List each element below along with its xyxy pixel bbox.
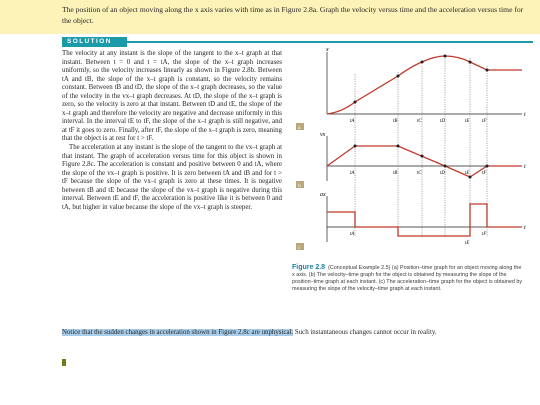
tick-tB-b: tB bbox=[393, 171, 398, 176]
x-axis-label: x bbox=[326, 47, 329, 53]
tick-tB-a: tB bbox=[393, 119, 398, 124]
closing-note bbox=[62, 329, 532, 338]
tick-tF-c: tF bbox=[482, 232, 487, 237]
tick-tD-b: tD bbox=[440, 171, 445, 176]
v-axis-label: vx bbox=[320, 132, 326, 138]
solution-rule bbox=[127, 41, 533, 43]
t-axis-label-a: t bbox=[524, 112, 526, 118]
tick-tE-a: tE bbox=[465, 119, 470, 124]
position-graph bbox=[296, 47, 526, 131]
problem-banner bbox=[0, 0, 540, 34]
paragraph-velocity: The velocity at any instant is the slope of the tangent to the x–t graph at that instant. Between t = 0 and t = tA, the slope of the x–t graph increases uniformly, so the velocity increases linearly as shown in Figure 2.8b. Between tA and tB, the slope of the x–t graph is constant, so the velocity remains constant. Between tB and tD, the slope of the x–t graph decreases, so the value of the velocity in the vx–t graph decreases. At tD, the slope of the x–t graph is zero, so the velocity is zero at that instant. Between tD and tE, the slope of the x–t graph and therefore the velocity are negative and decrease uniformly in this interval. In the interval tE to tF, the slope of the x–t graph is still negative, and at tF it goes to zero. Finally, after tF, the slope of the x–t graph is zero, meaning that the object is at rest for t > tF. bbox=[62, 50, 282, 143]
tick-tF-a: tF bbox=[482, 119, 487, 124]
velocity-graph bbox=[296, 132, 526, 189]
t-axis-label-b: t bbox=[524, 164, 526, 170]
tick-tC-b: tC bbox=[417, 171, 422, 176]
solution-body bbox=[62, 50, 282, 212]
caption-text: (Conceptual Example 2.5) (a) Position–time graph for an object moving along the x axis. (b) The velocity–time graph for the object is obtained by measuring the slope of the position–time graph at each instant. (c) The acceleration–time graph for the object is obtained by measuring the slope of the velocity–time graph at each instant. bbox=[292, 265, 523, 292]
panel-a-letter: a bbox=[298, 125, 301, 131]
tick-tD-a: tD bbox=[440, 119, 445, 124]
t-axis-label-c: t bbox=[524, 225, 526, 231]
panel-c-letter: c bbox=[298, 245, 301, 251]
figure-graphs bbox=[292, 44, 532, 259]
closing-sentence: Such instantaneous changes cannot occur in reality. bbox=[293, 329, 437, 336]
tick-tC-a: tC bbox=[417, 119, 422, 124]
tick-tA-b: tA bbox=[350, 171, 355, 176]
problem-statement: The position of an object moving along the x axis varies with time as in Figure 2.8a. Graph the velocity versus time and the acceleration versus time for the object. bbox=[62, 5, 524, 25]
paragraph-acceleration: The acceleration at any instant is the slope of the tangent to the vx–t graph at that instant. The graph of acceleration versus time for this object is shown in Figure 2.8c. The acceleration is constant and positive between 0 and tA, where the slope of the vx–t graph is positive. It is zero between tA and tB and for t > tF because the slope of the vx–t graph is zero at these times. It is negative between tB and tE because the slope of the vx–t graph is negative during this interval. Between tE and tF, the acceleration is positive like it is between 0 and tA, but higher in value because the slope of the vx–t graph is steeper. bbox=[62, 144, 282, 211]
tick-tF-b: tF bbox=[482, 171, 487, 176]
tick-tA-a: tA bbox=[350, 119, 355, 124]
acceleration-graph bbox=[296, 192, 526, 251]
tick-tA-c: tA bbox=[350, 232, 355, 237]
figure-caption bbox=[292, 264, 524, 293]
page-marker bbox=[62, 359, 66, 366]
figure-label: Figure 2.8 bbox=[292, 264, 326, 271]
panel-b-letter: b bbox=[298, 183, 301, 189]
solution-label: SOLUTION bbox=[62, 37, 127, 47]
a-axis-label: ax bbox=[320, 192, 326, 198]
highlighted-sentence: Notice that the sudden changes in acceleration shown in Figure 2.8c are unphysical. bbox=[62, 329, 294, 336]
tick-tE-c: tE bbox=[465, 241, 470, 246]
figure-2-8 bbox=[292, 44, 532, 259]
tick-tE-b: tE bbox=[465, 171, 470, 176]
